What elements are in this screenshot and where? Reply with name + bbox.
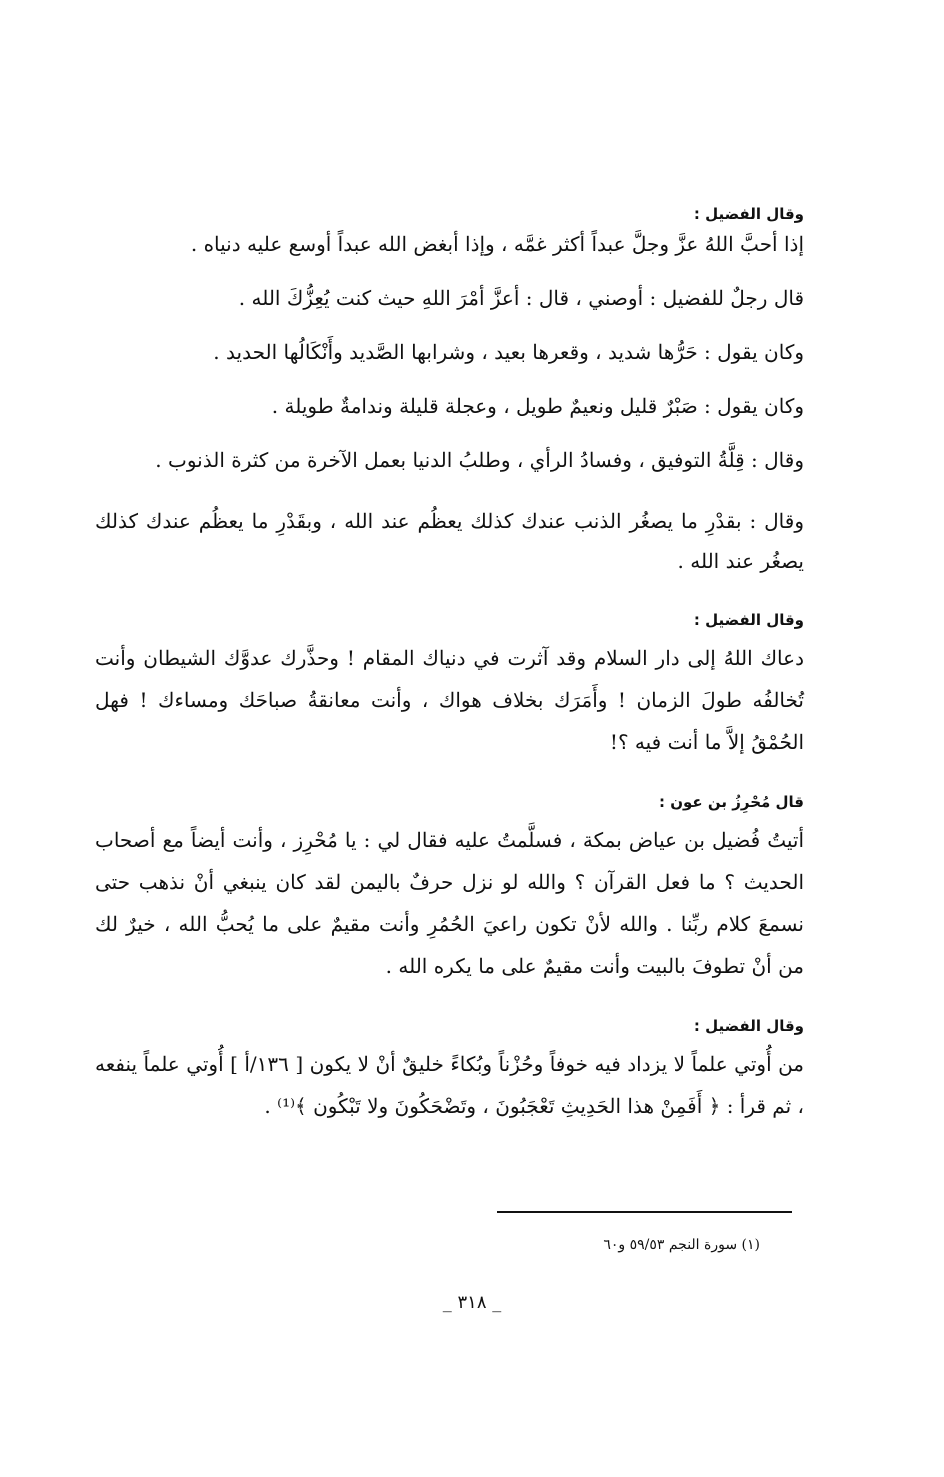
saying-line: وكان يقول : حَرُّها شديد ، وقعرها بعيد ، وشرابها الصَّديد وأَنْكَالُها الحديد . xyxy=(213,340,804,364)
page-body xyxy=(95,205,804,1127)
saying-line: وقال : قِلَّةُ التوفيق ، وفسادُ الرأي ، وطلبُ الدنيا بعمل الآخرة من كثرة الذنوب . xyxy=(155,448,804,472)
section-fudayl-sayings xyxy=(95,205,804,581)
section-heading: قال مُحْرِزُ بن عون : xyxy=(658,793,804,811)
section-knowledge xyxy=(95,1017,804,1127)
footnote-divider xyxy=(497,1211,792,1213)
saying-paragraph: دعاك اللهُ إلى دار السلام وقد آثرت في دنياك المقام ! وحذَّرك عدوَّك الشيطان وأنت تُخالفُه طولَ الزمان ! وأَمَرَك بخلاف هواك ، وأنت معانقةُ صباحَك ومساءك ! فهل الحُمْقُ إلاَّ ما أنت فيه ؟! xyxy=(95,646,804,754)
section-heading: وقال الفضيل : xyxy=(693,205,804,223)
saying-paragraph: وقال : بقدْرِ ما يصغُر الذنب عندك كذلك يعظُم عند الله ، وبقَدْرِ ما يعظُم عندك كذلك يصغُر عند الله . xyxy=(95,509,804,573)
saying-line: إذا أحبَّ اللهُ عزَّ وجلَّ عبداً أكثر غمَّه ، وإذا أبغض الله عبداً أوسع عليه دنياه . xyxy=(190,232,804,256)
section-heading: وقال الفضيل : xyxy=(693,1017,804,1035)
saying-line: وكان يقول : صَبْرٌ قليل ونعيمٌ طويل ، وعجلة قليلة وندامةٌ طويلة . xyxy=(271,394,804,418)
saying-line: قال رجلٌ للفضيل : أوصني ، قال : أعزَّ أمْرَ اللهِ حيث كنت يُعِزُّكَ الله . xyxy=(238,286,804,310)
section-muhriz-bin-awn xyxy=(95,793,804,987)
saying-paragraph: أتيتُ فُضيل بن عياض بمكة ، فسلَّمتُ عليه فقال لي : يا مُحْرِز ، وأنت أيضاً مع أصحاب الحديث ؟ ما فعل القرآن ؟ والله لو نزل حرفٌ باليمن لقد كان ينبغي أنْ نذهب حتى نسمعَ كلام ربِّنا . والله لأنْ تكون راعيَ الحُمُرِ وأنت مقيمٌ على ما يُحبُّ الله ، خيرٌ لك من أنْ تطوفَ بالبيت وأنت مقيمٌ على ما يكره الله . xyxy=(95,828,804,978)
section-dar-al-salam xyxy=(95,611,804,763)
section-heading: وقال الفضيل : xyxy=(693,611,804,629)
saying-paragraph: من أُوتي علماً لا يزداد فيه خوفاً وحُزْناً وبُكاءً خليقٌ أنْ لا يكون [ ١٣٦/أ ] أُوتي علماً ينفعه ، ثم قرأ : ﴿ أَفَمِنْ هذا الحَدِيثِ تَعْجَبُونَ ، وتَضْحَكُونَ ولا تَبْكُون ﴾⁽¹⁾ . xyxy=(95,1052,805,1118)
page-number: _ ٣١٨ _ xyxy=(442,1292,502,1313)
footnote: (١) سورة النجم ٥٩/٥٣ و٦٠ xyxy=(603,1237,760,1253)
